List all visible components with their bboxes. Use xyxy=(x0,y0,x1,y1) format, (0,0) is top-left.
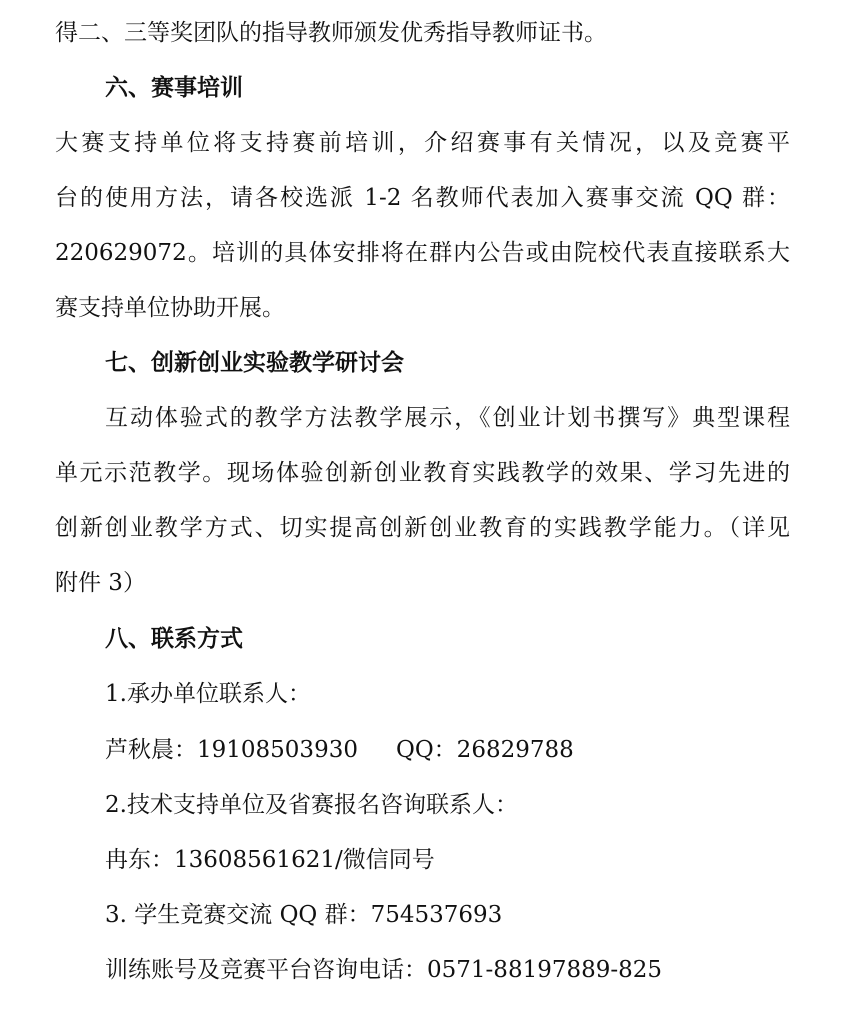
contact-item-host: 1.承办单位联系人： xyxy=(105,681,311,707)
contact-qq: QQ：26829788 xyxy=(395,737,574,763)
contact-line-host-person xyxy=(105,735,574,765)
contact-item-student-group: 3. 学生竞赛交流 QQ 群：754537693 xyxy=(105,902,503,928)
contact-phone: 芦秋晨：19108503930 xyxy=(105,737,358,763)
paragraph-line: 台的使用方法，请各校选派 1-2 名教师代表加入赛事交流 QQ 群： xyxy=(55,185,790,211)
paragraph-line: 得二、三等奖团队的指导教师颁发优秀指导教师证书。 xyxy=(55,20,607,46)
contact-line-hotline: 训练账号及竞赛平台咨询电话：0571-88197889-825 xyxy=(105,957,663,983)
contact-item-support: 2.技术支持单位及省赛报名咨询联系人： xyxy=(105,792,518,818)
section-heading-contact: 八、联系方式 xyxy=(105,625,243,652)
paragraph-line: 220629072。培训的具体安排将在群内公告或由院校代表直接联系大 xyxy=(55,240,790,266)
section-heading-seminar: 七、创新创业实验教学研讨会 xyxy=(105,349,404,376)
paragraph-line: 单元示范教学。现场体验创新创业教育实践教学的效果、学习先进的 xyxy=(55,460,790,486)
section-heading-training: 六、赛事培训 xyxy=(105,74,243,101)
paragraph-line: 创新创业教学方式、切实提高创新创业教育的实践教学能力。（详见 xyxy=(55,515,790,541)
paragraph-line: 附件 3） xyxy=(55,570,146,596)
paragraph-line: 赛支持单位协助开展。 xyxy=(55,295,285,321)
paragraph-line: 互动体验式的教学方法教学展示，《创业计划书撰写》典型课程 xyxy=(105,405,790,431)
contact-line-support-person: 冉东：13608561621/微信同号 xyxy=(105,847,435,873)
paragraph-line: 大赛支持单位将支持赛前培训，介绍赛事有关情况，以及竞赛平 xyxy=(55,130,790,156)
